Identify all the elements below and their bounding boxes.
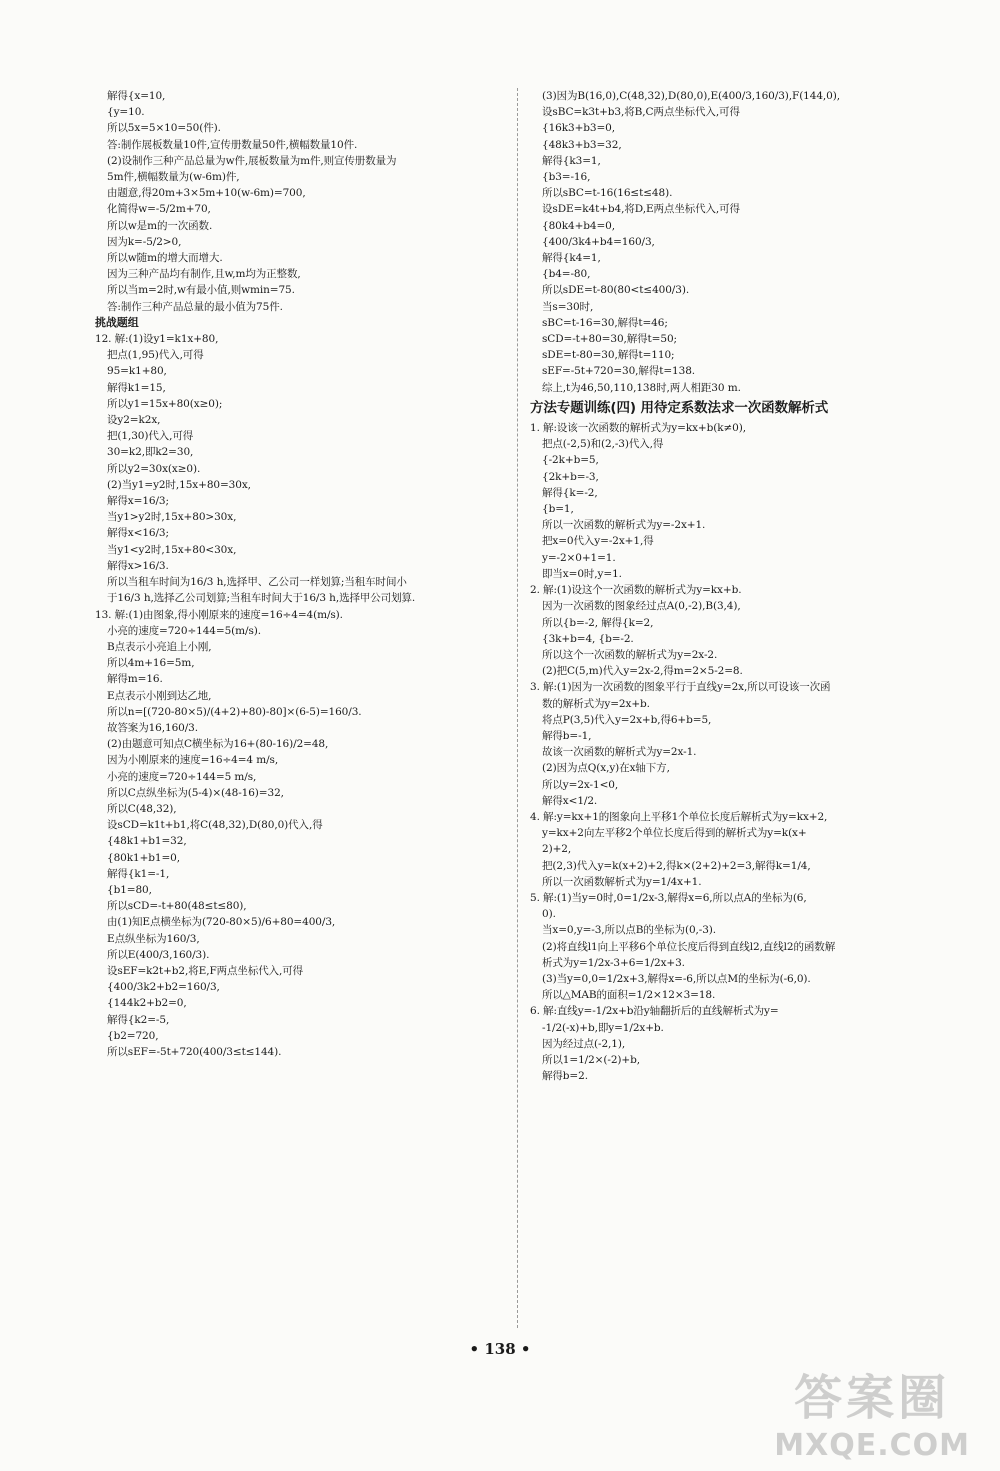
text-line: 答:制作展板数量10件,宣传册数量50件,横幅数量10件.: [107, 138, 358, 151]
text-line: {144k2+b2=0,: [107, 997, 187, 1010]
text-line: {-2k+b=5,: [542, 454, 599, 467]
text-line: 5m件,横幅数量为(w-6m)件,: [107, 171, 240, 184]
text-line: 把点(1,95)代入,可得: [107, 349, 204, 362]
text-line: 解得x<16/3;: [107, 527, 169, 540]
text-line: 95=k1+80,: [107, 365, 167, 378]
text-line: E点表示小刚到达乙地,: [107, 689, 212, 702]
text-line: 解得{k=-2,: [542, 486, 598, 499]
text-line: 所以n=[(720-80×5)/(4+2)+80)-80]×(6-5)=160/3.: [107, 705, 362, 718]
text-line: {400/3k4+b4=160/3,: [542, 235, 655, 248]
text-line: y=-2×0+1=1.: [542, 551, 616, 564]
text-line: 所以4m+16=5m,: [107, 657, 195, 670]
text-line: (2)当y1=y2时,15x+80=30x,: [107, 478, 251, 491]
text-line: 所以w是m的一次函数.: [107, 219, 213, 232]
text-line: 3. 解:(1)因为一次函数的图象平行于直线y=2x,所以可设该一次函: [530, 681, 831, 694]
right-column: [530, 88, 950, 1084]
text-line: 所以y1=15x+80(x≥0);: [107, 397, 223, 410]
text-line: B点表示小亮追上小刚,: [107, 640, 212, 653]
text-line: 所以y=2x-1<0,: [542, 778, 619, 791]
text-line: 因为小刚原来的速度=16÷4=4 m/s,: [107, 754, 279, 767]
text-line: 所以sDE=t-80(80<t≤400/3).: [542, 284, 690, 297]
section-title: 方法专题训练(四) 用待定系数法求一次函数解析式: [530, 399, 829, 416]
text-line: {b4=-80,: [542, 268, 591, 281]
text-line: 因为经过点(-2,1),: [542, 1037, 626, 1050]
text-line: 解得x>16/3.: [107, 559, 169, 572]
text-line: 所以C(48,32),: [107, 802, 177, 815]
text-line: 化简得w=-5/2m+70,: [107, 203, 211, 216]
text-line: 设y2=k2x,: [107, 414, 161, 427]
page-number: • 138 •: [469, 1340, 531, 1358]
watermark-logo: 答案圈: [794, 1370, 951, 1426]
text-line: 1. 解:设该一次函数的解析式为y=kx+b(k≠0),: [530, 422, 746, 435]
text-line: {b3=-16,: [542, 171, 591, 184]
text-line: {b2=720,: [107, 1029, 159, 1042]
text-line: 把点(-2,5)和(2,-3)代入,得: [542, 438, 664, 451]
text-line: (3)因为B(16,0),C(48,32),D(80,0),E(400/3,160/3),F(144,0),: [542, 90, 840, 102]
text-line: 小亮的速度=720÷144=5(m/s).: [107, 624, 261, 637]
text-line: (2)因为点Q(x,y)在x轴下方,: [542, 762, 670, 775]
right-column-bottom: [530, 420, 950, 1084]
text-line: 因为三种产品均有制作,且w,m均为正整数,: [107, 268, 301, 281]
text-line: {3k+b=4, {b=-2.: [542, 632, 634, 645]
text-line: 所以当m=2时,w有最小值,则wmin=75.: [107, 284, 295, 297]
text-line: 因为k=-5/2>0,: [107, 235, 182, 248]
text-line: 将点P(3,5)代入y=2x+b,得6+b=5,: [542, 713, 712, 726]
text-line: 12. 解:(1)设y1=k1x+80,: [95, 333, 219, 346]
text-line: 所以当租车时间为16/3 h,选择甲、乙公司一样划算;当租车时间小: [107, 576, 407, 589]
text-line: 所以这个一次函数的解析式为y=2x-2.: [542, 648, 718, 661]
text-line: 所以sCD=-t+80(48≤t≤80),: [107, 900, 247, 913]
text-line: 设sEF=k2t+b2,将E,F两点坐标代入,可得: [107, 964, 304, 977]
text-line: 当x=0,y=-3,所以点B的坐标为(0,-3).: [542, 924, 717, 937]
text-line: (2)由题意可知点C横坐标为16+(80-16)/2=48,: [107, 738, 329, 751]
text-line: {b=1,: [542, 503, 574, 516]
text-line: 当y1>y2时,15x+80>30x,: [107, 511, 237, 524]
text-line: -1/2(-x)+b,即y=1/2x+b.: [542, 1021, 664, 1034]
text-line: 解得k1=15,: [107, 381, 166, 394]
text-line: sBC=t-16=30,解得t=46;: [542, 316, 668, 329]
text-line: (2)将直线l1向上平移6个单位长度后得到直线l2,直线l2的函数解: [542, 940, 836, 953]
text-line: {48k1+b1=32,: [107, 835, 187, 848]
text-line: E点纵坐标为160/3,: [107, 932, 200, 945]
left-column: [95, 88, 505, 1060]
text-line: 数的解析式为y=2x+b.: [542, 697, 650, 710]
text-line: {80k4+b4=0,: [542, 219, 615, 232]
text-line: 综上,t为46,50,110,138时,两人相距30 m.: [542, 381, 741, 394]
text-line: 所以sBC=t-16(16≤t≤48).: [542, 187, 673, 200]
text-line: 因为一次函数的图象经过点A(0,-2),B(3,4),: [542, 600, 741, 613]
text-line: sCD=-t+80=30,解得t=50;: [542, 333, 677, 346]
text-line: 解得b=-1,: [542, 729, 592, 742]
watermark: [774, 1359, 970, 1463]
text-line: 解得{x=10,: [107, 90, 166, 102]
text-line: 当s=30时,: [542, 300, 594, 313]
text-line: 所以sEF=-5t+720(400/3≤t≤144).: [107, 1045, 282, 1058]
text-line: {80k1+b1=0,: [107, 851, 180, 864]
text-line: {16k3+b3=0,: [542, 122, 615, 135]
text-line: 解得{k1=-1,: [107, 867, 170, 880]
text-line: y=kx+2向左平移2个单位长度后得到的解析式为y=k(x+: [542, 827, 807, 840]
text-line: 解得x=16/3;: [107, 495, 169, 508]
text-line: 由题意,得20m+3×5m+10(w-6m)=700,: [107, 187, 306, 200]
text-line: {48k3+b3=32,: [542, 138, 622, 151]
text-line: 所以w随m的增大而增大.: [107, 252, 223, 265]
text-line: 13. 解:(1)由图象,得小刚原来的速度=16÷4=4(m/s).: [95, 608, 343, 621]
text-line: (2)把C(5,m)代入y=2x-2,得m=2×5-2=8.: [542, 665, 743, 678]
text-line: 所以E(400/3,160/3).: [107, 948, 210, 961]
text-line: 当y1<y2时,15x+80<30x,: [107, 543, 237, 556]
text-line: (3)当y=0,0=1/2x+3,解得x=-6,所以点M的坐标为(-6,0).: [542, 972, 811, 985]
text-line: 把x=0代入y=-2x+1,得: [542, 535, 654, 548]
text-line: 所以1=1/2×(-2)+b,: [542, 1053, 640, 1066]
text-line: 设sCD=k1t+b1,将C(48,32),D(80,0)代入,得: [107, 819, 323, 832]
text-line: 4. 解:y=kx+1的图象向上平移1个单位长度后解析式为y=kx+2,: [530, 810, 828, 823]
text-line: sDE=t-80=30,解得t=110;: [542, 349, 675, 362]
text-line: {2k+b=-3,: [542, 470, 599, 483]
text-line: 5. 解:(1)当y=0时,0=1/2x-3,解得x=6,所以点A的坐标为(6,: [530, 891, 807, 904]
text-line: 解得{k3=1,: [542, 154, 601, 167]
text-line: 所以y2=30x(x≥0).: [107, 462, 201, 475]
text-line: 故该一次函数的解析式为y=2x-1.: [542, 746, 697, 759]
text-line: 由(1)知E点横坐标为(720-80×5)/6+80=400/3,: [107, 916, 336, 929]
text-line: 析式为y=1/2x-3+6=1/2x+3.: [542, 956, 685, 969]
text-line: 解得{k4=1,: [542, 252, 601, 265]
text-line: 解得x<1/2.: [542, 794, 598, 807]
text-line: 故答案为16,160/3.: [107, 721, 198, 734]
text-line: 30=k2,即k2=30,: [107, 446, 194, 459]
text-line: (2)设制作三种产品总量为w件,展板数量为m件,则宣传册数量为: [107, 154, 397, 167]
text-line: 把(1,30)代入,可得: [107, 430, 194, 443]
text-line: {y=10.: [107, 106, 145, 119]
text-line: 解得{k2=-5,: [107, 1013, 170, 1026]
text-line: 把(2,3)代入y=k(x+2)+2,得k×(2+2)+2=3,解得k=1/4,: [542, 859, 811, 872]
text-line: 答:制作三种产品总量的最小值为75件.: [107, 300, 283, 313]
right-column-top: [530, 88, 950, 396]
text-line: 小亮的速度=720÷144=5 m/s,: [107, 770, 257, 783]
text-line: 6. 解:直线y=-1/2x+b沿y轴翻折后的直线解析式为y=: [530, 1005, 779, 1018]
subsection-heading: 挑战题组: [95, 315, 139, 329]
watermark-url: MXQE.COM: [774, 1428, 970, 1463]
text-line: 所以一次函数的解析式为y=-2x+1.: [542, 519, 706, 532]
text-line: 解得m=16.: [107, 673, 163, 686]
text-line: sEF=-5t+720=30,解得t=138.: [542, 365, 696, 378]
text-line: 0).: [542, 908, 556, 921]
text-line: {400/3k2+b2=160/3,: [107, 981, 220, 994]
text-line: 即当x=0时,y=1.: [542, 567, 622, 580]
text-line: 所以{b=-2, 解得{k=2,: [542, 616, 654, 629]
text-line: 于16/3 h,选择乙公司划算;当租车时间大于16/3 h,选择甲公司划算.: [107, 592, 416, 605]
column-divider: [517, 88, 518, 1328]
text-line: 所以一次函数解析式为y=1/4x+1.: [542, 875, 702, 888]
text-line: 所以5x=5×10=50(件).: [107, 122, 221, 135]
text-line: 所以C点纵坐标为(5-4)×(48-16)=32,: [107, 786, 284, 799]
text-line: 2. 解:(1)设这个一次函数的解析式为y=kx+b.: [530, 584, 742, 597]
text-line: {b1=80,: [107, 883, 152, 896]
text-line: 2)+2,: [542, 843, 572, 856]
text-line: 解得b=2.: [542, 1070, 588, 1083]
text-line: 设sDE=k4t+b4,将D,E两点坐标代入,可得: [542, 203, 740, 216]
text-line: 设sBC=k3t+b3,将B,C两点坐标代入,可得: [542, 106, 740, 119]
text-line: 所以△MAB的面积=1/2×12×3=18.: [542, 989, 716, 1002]
